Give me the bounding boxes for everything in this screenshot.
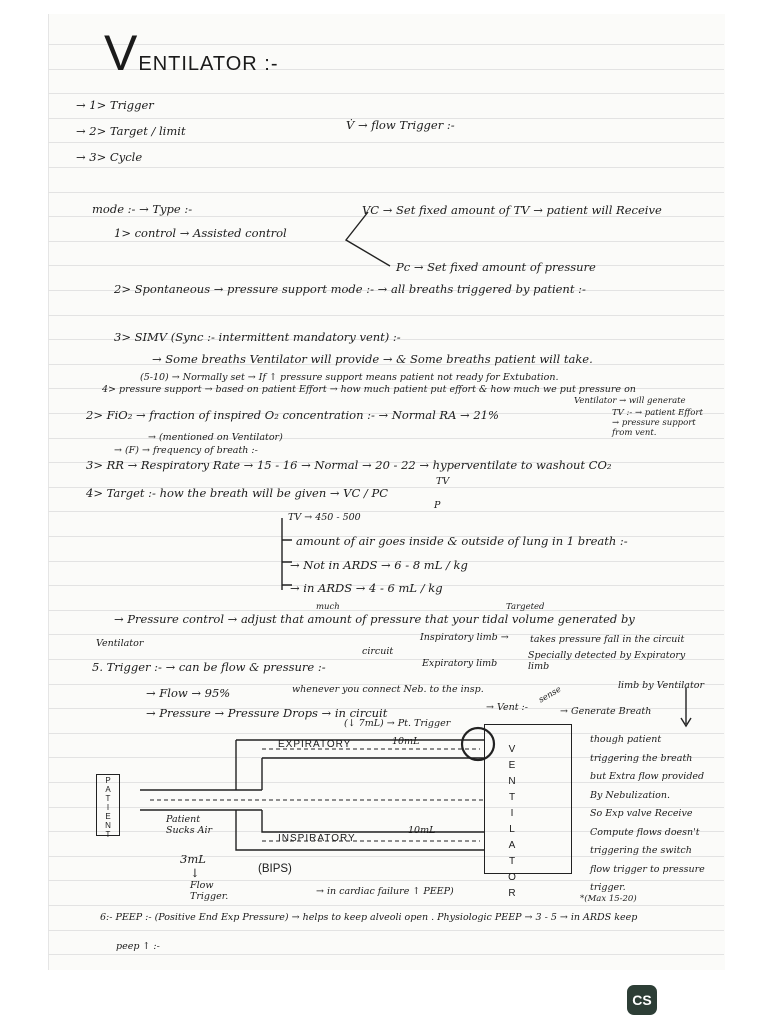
trigger-insp-note: takes pressure fall in the circuit — [530, 634, 685, 645]
ventilator-label: V E N T I L A T O R — [508, 744, 516, 899]
target-line: 4> Target :- how the breath will be given → VC / PC — [86, 486, 388, 500]
trigger-exp: Expiratory limb — [422, 658, 498, 669]
mode-simv: 3> SIMV (Sync :- intermittent mandatory vent) :- — [114, 330, 401, 344]
flow-trigger-note: V̇ → flow Trigger :- — [346, 118, 455, 132]
right-note-line: trigger. — [590, 882, 626, 893]
right-note-line: triggering the breath — [590, 752, 693, 764]
title-rest: ENTILATOR :- — [138, 53, 279, 75]
target-p: P — [434, 500, 441, 511]
target-not-ards: → Not in ARDS → 6 - 8 mL / kg — [290, 558, 468, 572]
target-tv: TV — [436, 476, 450, 487]
down-arrow: ↓ — [190, 866, 200, 880]
fio2-mentioned: → (mentioned on Ventilator) — [148, 432, 283, 443]
list-item-target: → 2> Target / limit — [76, 124, 186, 138]
right-note-line: triggering the switch — [590, 845, 692, 856]
bips-label: (BIPS) — [258, 863, 292, 875]
list-item-trigger: → 1> Trigger — [76, 98, 154, 112]
mode-pc: Pc → Set fixed amount of pressure — [396, 260, 596, 274]
inspiratory-label: INSPIRATORY — [278, 833, 356, 844]
patient-sucks-air: Patient Sucks Air — [166, 814, 213, 836]
pressure-control-line: → Pressure control → adjust that amount of pressure that your tidal volume generated by — [114, 612, 635, 626]
peep-tail: peep ↑ :- — [116, 941, 160, 952]
mode-vc: VC → Set fixed amount of TV → patient will Receive — [362, 203, 662, 217]
trigger-generate: → Generate Breath — [560, 706, 652, 717]
title-initial: V — [104, 25, 139, 81]
flow-trigger-label: Flow Trigger. — [190, 880, 229, 902]
ventilator-box — [484, 724, 572, 874]
peep-line: 6:- PEEP :- (Positive End Exp Pressure) → helps to keep alveoli open . Physiologic PEEP → 3 - 5 → in ARDS keep — [100, 912, 638, 923]
target-tv-value: TV → 450 - 500 — [288, 512, 361, 523]
expiratory-label: EXPIRATORY — [278, 739, 352, 750]
target-amount: amount of air goes inside & outside of lung in 1 breath :- — [296, 534, 628, 548]
mode-vent-will: Ventilator → will generate — [574, 396, 686, 406]
peep-cardiac: → in cardiac failure ↑ PEEP) — [316, 886, 454, 897]
fio2-tv: TV :- → patient Effort → pressure support from vent. — [612, 408, 703, 438]
trigger-line: 5. Trigger :- → can be flow & pressure :- — [92, 660, 326, 674]
trigger-pt-trigger: (↓ 7mL) → Pt. Trigger — [344, 718, 451, 729]
mode-normal-set: (5-10) → Normally set → If ↑ pressure support means patient not ready for Extubation. — [140, 372, 559, 383]
mode-heading: mode :- → Type :- — [92, 202, 193, 216]
camscanner-badge: CS — [627, 985, 657, 1015]
pc-targeted: Targeted — [506, 602, 545, 612]
right-note-line: So Exp valve Receive — [590, 808, 693, 819]
right-note-line: flow trigger to pressure — [590, 863, 705, 875]
mode-pressure-support: 4> pressure support → based on patient Effort → how much patient put effort & how much we put pressure on — [102, 384, 636, 395]
mode-spontaneous: 2> Spontaneous → pressure support mode :- → all breaths triggered by patient :- — [114, 282, 586, 296]
trigger-insp: Inspiratory limb → — [420, 632, 509, 643]
trigger-limb-vent: limb by Ventilator — [618, 680, 705, 691]
mode-simv-sub: → Some breaths Ventilator will provide → & Some breaths patient will take. — [152, 352, 593, 366]
right-note-line: Compute flows doesn't — [590, 826, 700, 838]
trigger-circuit: circuit — [362, 646, 394, 657]
list-item-cycle: → 3> Cycle — [76, 150, 143, 164]
patient-ml: 3mL — [180, 852, 206, 866]
fio2-line: 2> FiO₂ → fraction of inspired O₂ concentration :- → Normal RA → 21% — [86, 408, 499, 422]
fio2-frequency: → (F) → frequency of breath :- — [114, 445, 258, 456]
right-note-line: By Nebulization. — [590, 789, 670, 801]
right-note-line: though patient — [590, 734, 662, 745]
inspiratory-ml: 10mL — [408, 825, 436, 836]
trigger-flow: → Flow → 95% — [146, 686, 231, 700]
trigger-pressure: → Pressure → Pressure Drops → in circuit — [146, 706, 388, 720]
target-ards: → in ARDS → 4 - 6 mL / kg — [290, 581, 443, 595]
trigger-vent: → Vent :- — [486, 702, 528, 713]
trigger-sense: sense — [537, 684, 564, 706]
patient-label: P A T I E N T — [105, 776, 111, 839]
mode-assisted-control: 1> control → Assisted control — [114, 226, 287, 240]
pc-ventilator: Ventilator — [96, 638, 144, 649]
pc-much: much — [316, 602, 340, 612]
expiratory-ml: 10mL — [392, 736, 420, 747]
trigger-exp-note: Specially detected by Expiratory limb — [528, 650, 686, 672]
right-note-line: but Extra flow provided — [590, 771, 705, 782]
rr-line: 3> RR → Respiratory Rate → 15 - 16 → Normal → 20 - 22 → hyperventilate to washout CO₂ — [86, 458, 612, 472]
trigger-nebu: whenever you connect Neb. to the insp. — [292, 684, 484, 695]
peep-max: *(Max 15-20) — [580, 894, 637, 904]
